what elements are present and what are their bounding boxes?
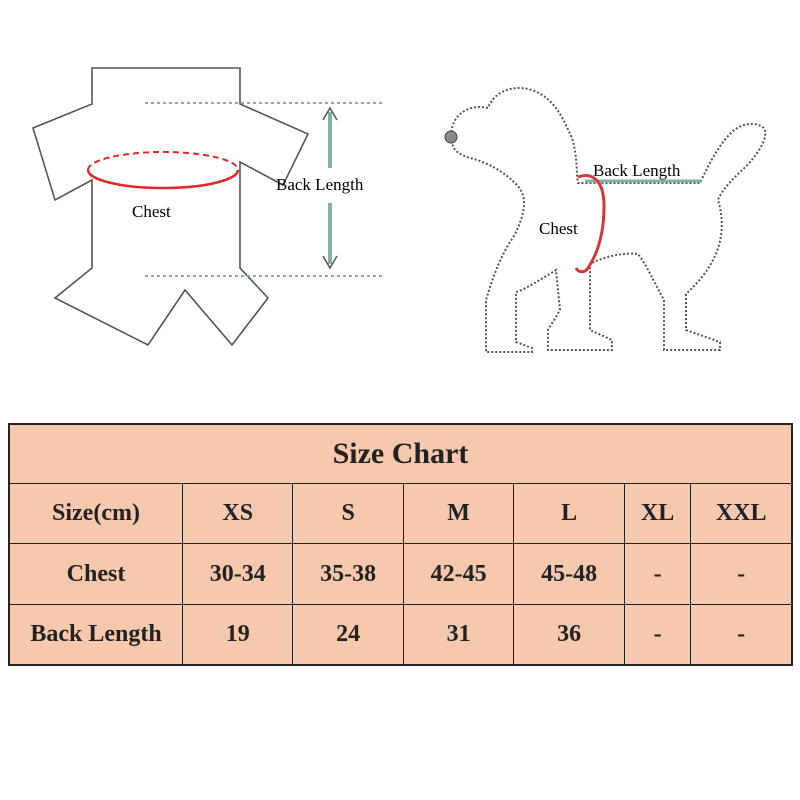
- chest-value-cell: 30-34: [183, 544, 293, 604]
- size-header-cell: XXL: [691, 484, 792, 544]
- size-header-cell: XS: [183, 484, 293, 544]
- back-length-row: [9, 604, 792, 665]
- back-length-value-cell: 31: [403, 604, 513, 665]
- back-length-value-cell: 19: [183, 604, 293, 665]
- chest-value-cell: -: [691, 544, 792, 604]
- size-header-cell: L: [514, 484, 624, 544]
- dog-chest-measure-line: [576, 176, 604, 272]
- size-header-label: Size(cm): [9, 484, 183, 544]
- chest-value-cell: -: [624, 544, 691, 604]
- shirt-back-length-label: Back Length: [276, 175, 364, 194]
- size-header-row: [9, 484, 792, 544]
- size-chart-table: [8, 423, 793, 666]
- back-length-value-cell: -: [691, 604, 792, 665]
- chest-value-cell: 45-48: [514, 544, 624, 604]
- chest-row-label: Chest: [9, 544, 183, 604]
- chest-value-cell: 42-45: [403, 544, 513, 604]
- size-header-cell: XL: [624, 484, 691, 544]
- chest-value-cell: 35-38: [293, 544, 403, 604]
- chest-row: [9, 544, 792, 604]
- dog-chest-label: Chest: [539, 219, 578, 238]
- back-length-row-label: Back Length: [9, 604, 183, 665]
- size-chart-title: Size Chart: [9, 424, 792, 484]
- dog-outline-icon: [445, 88, 765, 352]
- shirt-chest-label: Chest: [132, 202, 171, 221]
- back-length-value-cell: 36: [514, 604, 624, 665]
- dog-back-length-label: Back Length: [593, 161, 681, 180]
- size-header-cell: M: [403, 484, 513, 544]
- back-length-value-cell: 24: [293, 604, 403, 665]
- back-length-value-cell: -: [624, 604, 691, 665]
- size-chart-title-row: [9, 424, 792, 484]
- size-header-cell: S: [293, 484, 403, 544]
